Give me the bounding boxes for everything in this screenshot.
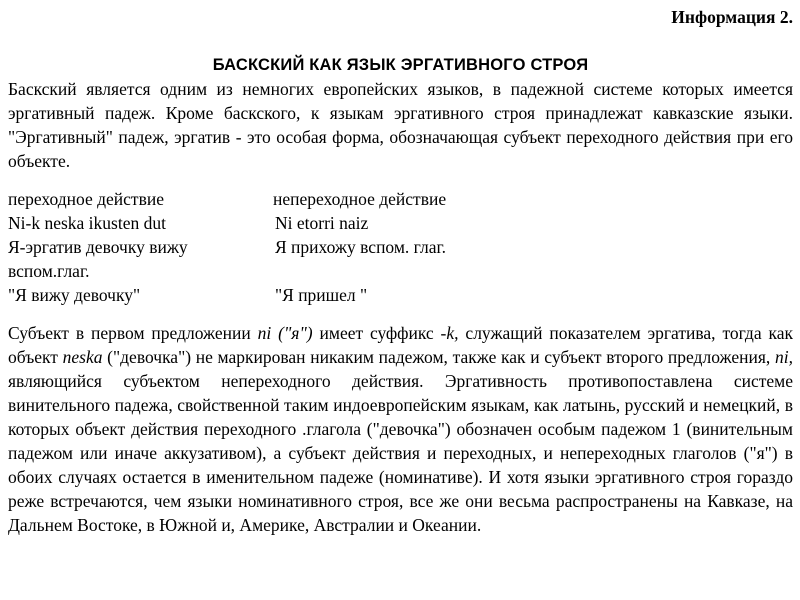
example-block [8,187,793,307]
example-header-row [8,187,793,211]
document-title: БАСКСКИЙ КАК ЯЗЫК ЭРГАТИВНОГО СТРОЯ [212,56,589,74]
main-paragraph [8,321,793,537]
transitive-translation: "Я вижу девочку" [8,285,141,305]
transitive-gloss-continued: вспом.глаг. [8,261,90,281]
main-text-part: Субъект в первом предложении [8,323,258,343]
main-text-part: являющийся субъектом непереходного действия. Эргативность противопоставлена системе винительного падежа, свойственной таким индоевропейским языкам, как латынь, русский и немецкий, в которых объект действия переходного .глагола ("девочка") обозначен особым падежом 1 (винительным падежом или иначе аккузативом), а субъект действия и переходных, и непереходных глаголов ("я") в обоих случаях остается в именительном падеже (номинативе). И хотя языки эргативного строя гораздо реже встречаются, чем языки номинативного строя, все же они весьма распространены на Кавказе, на Дальнем Востоке, в Южной и, Америке, Австралии и Океании. [8,371,793,535]
italic-term-ni-second: ni, [774,347,793,367]
info-label: Информация 2. [671,7,793,27]
example-basque-row [8,211,793,235]
main-text-part: служащий показателем эргатива, тогда как объект [8,323,793,367]
example-gloss-row [8,235,793,259]
document-page [8,0,793,600]
transitive-basque: Ni-k neska ikusten dut [8,213,166,233]
example-gloss-cont-row [8,259,793,283]
main-text-part: ("девочка") не маркирован никаким падежом, также как и субъект второго предложения, [102,347,775,367]
intransitive-gloss: Я прихожу вспом. глаг. [275,237,447,257]
transitive-gloss: Я-эргатив девочку вижу [8,237,188,257]
example-translation-row [8,283,793,307]
main-text-part: имеет суффикс [312,323,441,343]
intro-paragraph: Баскский является одним из немногих европейских языков, в падежной системе которых имеется эргативный падеж. Кроме баскского, к языкам эргативного строя принадлежат кавказские языки. "Эргативный" падеж, эргатив - это особая форма, обозначающая субъект переходного действия при его объекте. [8,79,793,171]
intransitive-basque: Ni etorri naiz [275,213,369,233]
intransitive-header: непереходное действие [273,189,447,209]
italic-term-neska: neska [62,347,103,367]
intransitive-translation: "Я пришел " [275,285,368,305]
italic-term-suffix: -k, [440,323,459,343]
transitive-header: переходное действие [8,189,164,209]
italic-term-ni: ni ("я") [257,323,313,343]
